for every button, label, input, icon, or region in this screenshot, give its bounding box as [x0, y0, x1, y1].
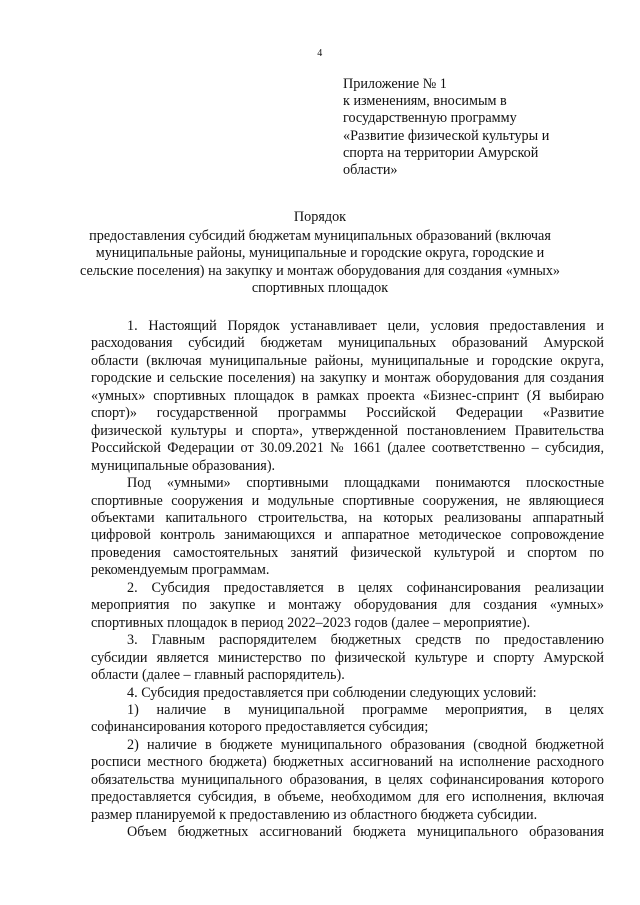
appendix-line: к изменениям, вносимым в: [343, 93, 507, 110]
paragraph: [91, 737, 604, 824]
subtitle-line: сельские поселения) на закупку и монтаж оборудования для создания «умных»: [79, 262, 561, 279]
paragraph-line: 1) наличие в муниципальной программе мероприятия, в целях: [127, 701, 604, 718]
paragraph-line: 2) наличие в бюджете муниципального образования (сводной бюджетной: [127, 736, 604, 753]
appendix-line: Приложение № 1: [343, 76, 447, 92]
paragraph-line: «умных» спортивных площадок в рамках проекта «Бизнес-спринт (Я выбираю: [91, 387, 604, 404]
subtitle-line: спортивных площадок: [251, 280, 389, 297]
paragraph-line: области (далее – главный распорядитель).: [91, 667, 345, 684]
paragraph: [91, 632, 604, 684]
subtitle-line: муниципальные районы, муниципальные и городские округа, городские и: [95, 245, 545, 262]
appendix-line: «Развитие физической культуры и: [343, 127, 550, 144]
paragraph-line: 1. Настоящий Порядок устанавливает цели, условия предоставления и: [127, 318, 604, 334]
paragraph-line: Под «умными» спортивными площадками понимаются плоскостные: [127, 475, 604, 492]
paragraph-line: городские и сельские поселения) на закупку и монтаж оборудования для создания: [91, 370, 604, 387]
paragraph-line: цифровой контроль занимающихся и аппаратное методическое сопровождение: [91, 527, 604, 544]
paragraph-line: расходования субсидий бюджетам муниципальных образований Амурской: [91, 335, 604, 352]
paragraph-line: спорт)» государственной программы Российской Федерации «Развитие: [91, 405, 604, 422]
paragraph-line: субсидии является министерство по физической культуре и спорту Амурской: [91, 649, 604, 666]
paragraph-line: 4. Субсидия предоставляется при соблюдении следующих условий:: [127, 684, 537, 701]
paragraph-line: росписи местного бюджета) бюджетных ассигнований на исполнение расходного: [91, 754, 604, 771]
paragraph: [91, 702, 604, 737]
paragraph-line: спортивных площадок в период 2022–2023 годов (далее – мероприятие).: [91, 614, 531, 631]
paragraph-line: предоставляется субсидия, в объеме, необходимом для его исполнения, включая: [91, 789, 604, 806]
paragraph-line: 2. Субсидия предоставляется в целях софинансирования реализации: [127, 579, 604, 596]
paragraph-line: обязательства муниципального образования, в целях софинансирования которого: [91, 771, 604, 788]
appendix-block: [343, 76, 613, 179]
appendix-line: спорта на территории Амурской: [343, 144, 539, 161]
paragraph-line: спортивные сооружения и модульные спортивные сооружения, не являющиеся: [91, 492, 604, 509]
document-subtitle: [60, 228, 580, 298]
paragraph: [91, 318, 604, 475]
paragraph-line: физической культуры и спорта», утвержденной постановлением Правительства: [91, 422, 604, 439]
paragraph-line: софинансирования которого предоставляется субсидия;: [91, 719, 429, 736]
paragraph-line: размер планируемой к предоставлению из областного бюджета субсидии.: [91, 806, 538, 823]
appendix-line: государственную программу: [343, 110, 517, 127]
paragraph-line: мероприятия по закупке и монтажу оборудования для создания «умных»: [91, 597, 604, 614]
paragraph: [91, 475, 604, 580]
paragraph-line: муниципальные образования).: [91, 457, 276, 474]
paragraph-line: объектами капитального строительства, на которых реализованы аппаратный: [91, 509, 604, 526]
paragraph-line: области (включая муниципальные районы, муниципальные и городские округа,: [91, 352, 604, 369]
page-number: 4: [317, 48, 323, 59]
paragraph-line: Российской Федерации от 30.09.2021 № 1661 (далее соответственно – субсидия,: [91, 440, 604, 457]
paragraph-line: Объем бюджетных ассигнований бюджета муниципального образования: [127, 824, 604, 841]
appendix-line: области»: [343, 162, 398, 179]
document-title: Порядок: [293, 209, 347, 225]
paragraph-line: проведения самостоятельных занятий физической культурой и спортом по: [91, 544, 604, 561]
paragraph-line: рекомендуемым программам.: [91, 562, 270, 579]
subtitle-line: предоставления субсидий бюджетам муниципальных образований (включая: [89, 228, 551, 244]
paragraph: [91, 685, 604, 702]
document-body: [91, 318, 604, 842]
paragraph: [91, 580, 604, 632]
paragraph-line: 3. Главным распорядителем бюджетных средств по предоставлению: [127, 632, 604, 649]
paragraph: [91, 824, 604, 841]
